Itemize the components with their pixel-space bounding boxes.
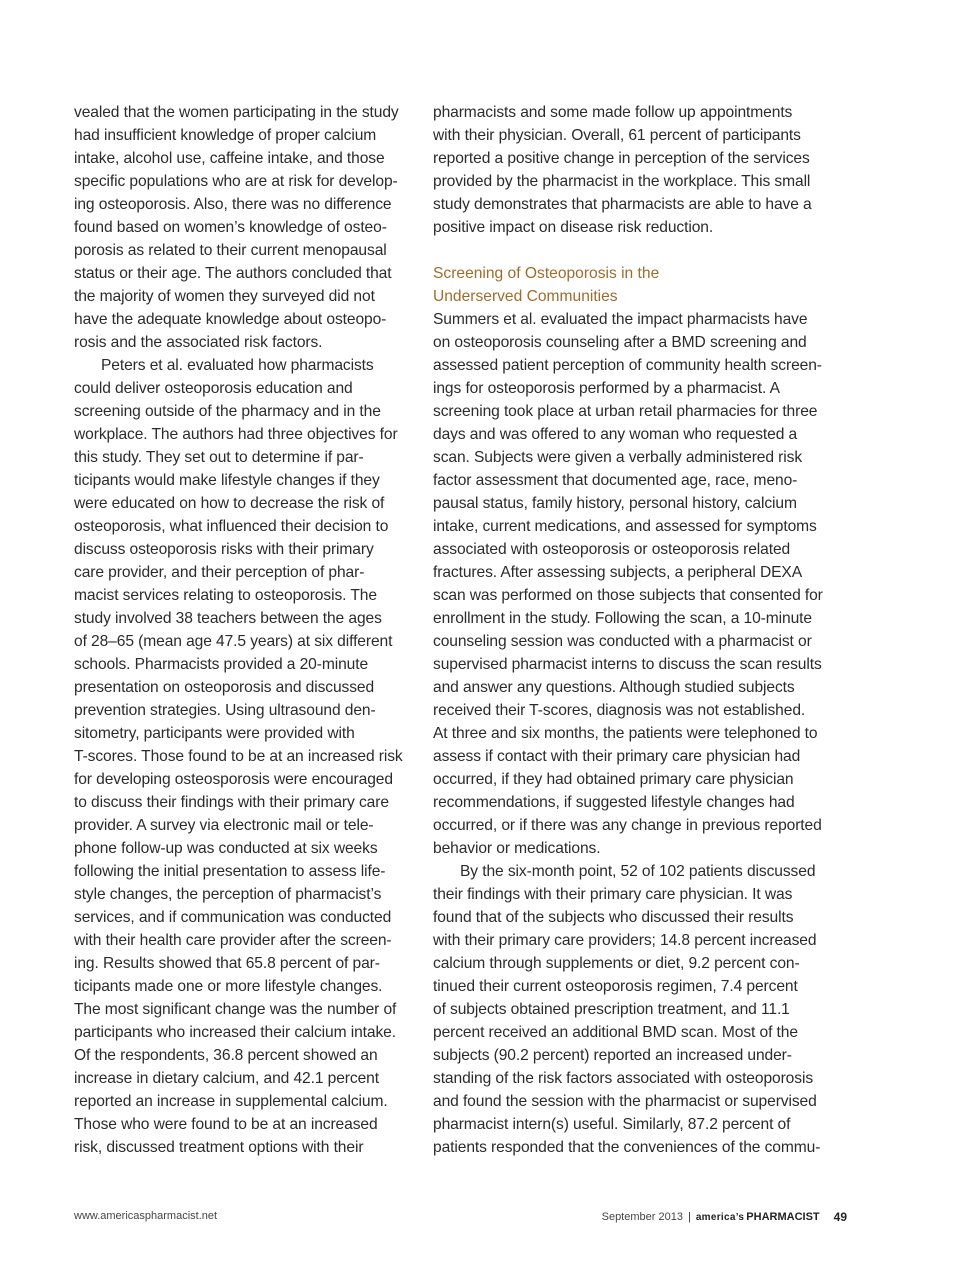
body-text-line: Peters et al. evaluated how pharmacists xyxy=(101,357,374,374)
body-text-line: ticipants would make lifestyle changes if they xyxy=(74,472,380,489)
body-text-line: occurred, if they had obtained primary care physician xyxy=(433,771,794,788)
section-heading-line-1: Screening of Osteoporosis in the xyxy=(433,265,660,282)
body-text-line: supervised pharmacist interns to discuss the scan results xyxy=(433,656,822,673)
body-text-line: this study. They set out to determine if par- xyxy=(74,449,364,466)
body-text-line: standing of the risk factors associated with osteoporosis xyxy=(433,1070,814,1087)
body-text-line: macist services relating to osteoporosis. The xyxy=(74,587,377,604)
body-text-line: associated with osteoporosis or osteoporosis related xyxy=(433,541,791,558)
body-text-line: intake, alcohol use, caffeine intake, and those xyxy=(74,150,385,167)
body-text-line: Summers et al. evaluated the impact pharmacists have xyxy=(433,311,808,328)
right-column-body xyxy=(433,308,843,1159)
body-text-line: fractures. After assessing subjects, a peripheral DEXA xyxy=(433,564,803,581)
body-text-line: study involved 38 teachers between the ages xyxy=(74,610,382,627)
page-number: 49 xyxy=(833,1210,847,1224)
body-text-line: care provider, and their perception of phar- xyxy=(74,564,365,581)
body-text-line: counseling session was conducted with a pharmacist or xyxy=(433,633,812,650)
body-text-line: days and was offered to any woman who requested a xyxy=(433,426,798,443)
body-text-line: have the adequate knowledge about osteopo- xyxy=(74,311,387,328)
right-column-intro xyxy=(433,101,843,239)
body-text-line: and answer any questions. Although studied subjects xyxy=(433,679,795,696)
body-text-line: tinued their current osteoporosis regimen, 7.4 percent xyxy=(433,978,798,995)
body-text-line: pharmacist intern(s) useful. Similarly, 87.2 percent of xyxy=(433,1116,791,1133)
brand-name-small: america’s xyxy=(695,1211,745,1223)
footer-date: September 2013 xyxy=(601,1211,683,1223)
body-text-line: intake, current medications, and assessed for symptoms xyxy=(433,518,817,535)
body-text-line: sitometry, participants were provided with xyxy=(74,725,355,742)
body-text-line: Of the respondents, 36.8 percent showed an xyxy=(74,1047,378,1064)
body-text-line: the majority of women they surveyed did not xyxy=(74,288,375,305)
body-text-line: workplace. The authors had three objectives for xyxy=(74,426,398,443)
body-text-line: At three and six months, the patients were telephoned to xyxy=(433,725,818,742)
body-text-line: screening took place at urban retail pharmacies for three xyxy=(433,403,818,420)
body-text-line: pausal status, family history, personal history, calcium xyxy=(433,495,797,512)
body-text-line: calcium through supplements or diet, 9.2 percent con- xyxy=(433,955,800,972)
body-text-line: of subjects obtained prescription treatment, and 11.1 xyxy=(433,1001,790,1018)
section-heading-line-2: Underserved Communities xyxy=(433,288,618,305)
body-text-line: scan. Subjects were given a verbally administered risk xyxy=(433,449,803,466)
right-column xyxy=(433,101,843,1159)
body-text-line: were educated on how to decrease the risk of xyxy=(74,495,385,512)
body-text-line: positive impact on disease risk reduction. xyxy=(433,219,714,236)
body-text-line: provided by the pharmacist in the workplace. This small xyxy=(433,173,811,190)
body-text-line: on osteoporosis counseling after a BMD screening and xyxy=(433,334,807,351)
body-text-line: their findings with their primary care physician. It was xyxy=(433,886,793,903)
body-text-line: phone follow-up was conducted at six weeks xyxy=(74,840,378,857)
body-text-line: patients responded that the conveniences of the commu- xyxy=(433,1139,821,1156)
body-text-line: vealed that the women participating in the study xyxy=(74,104,399,121)
body-text-line: rosis and the associated risk factors. xyxy=(74,334,323,351)
footer-website: www.americaspharmacist.net xyxy=(74,1210,218,1222)
body-text-line: status or their age. The authors concluded that xyxy=(74,265,392,282)
body-text-line: and found the session with the pharmacist or supervised xyxy=(433,1093,817,1110)
body-text-line: schools. Pharmacists provided a 20-minute xyxy=(74,656,369,673)
body-text-line: recommendations, if suggested lifestyle changes had xyxy=(433,794,795,811)
body-text-line: scan was performed on those subjects that consented for xyxy=(433,587,823,604)
body-text-line: assess if contact with their primary care physician had xyxy=(433,748,801,765)
body-text-line: osteoporosis, what influenced their decision to xyxy=(74,518,389,535)
body-text-line: found based on women’s knowledge of osteo- xyxy=(74,219,387,236)
body-text-line: screening outside of the pharmacy and in the xyxy=(74,403,381,420)
body-text-line: pharmacists and some made follow up appointments xyxy=(433,104,793,121)
body-text-line: factor assessment that documented age, race, meno- xyxy=(433,472,798,489)
body-text-line: with their primary care providers; 14.8 percent increased xyxy=(433,932,817,949)
body-text-line: T-scores. Those found to be at an increased risk xyxy=(74,748,403,765)
body-text-line: enrollment in the study. Following the scan, a 10-minute xyxy=(433,610,812,627)
body-text-line: with their physician. Overall, 61 percent of participants xyxy=(433,127,801,144)
body-text-line: prevention strategies. Using ultrasound den- xyxy=(74,702,376,719)
body-text-line: assessed patient perception of community health screen- xyxy=(433,357,822,374)
body-text-line: ticipants made one or more lifestyle changes. xyxy=(74,978,383,995)
footer-masthead xyxy=(602,1210,847,1224)
body-text-line: participants who increased their calcium intake. xyxy=(74,1024,396,1041)
brand-name-large: PHARMACIST xyxy=(746,1211,820,1223)
body-text-line: style changes, the perception of pharmacist’s xyxy=(74,886,382,903)
body-text-line: reported an increase in supplemental calcium. xyxy=(74,1093,388,1110)
body-text-line: study demonstrates that pharmacists are able to have a xyxy=(433,196,812,213)
body-text-line: occurred, or if there was any change in previous reported xyxy=(433,817,822,834)
body-text-line: ing. Results showed that 65.8 percent of par- xyxy=(74,955,380,972)
body-text-line: for developing osteosporosis were encouraged xyxy=(74,771,393,788)
body-text-line: received their T-scores, diagnosis was not established. xyxy=(433,702,806,719)
body-text-line: increase in dietary calcium, and 42.1 percent xyxy=(74,1070,379,1087)
footer-separator: | xyxy=(687,1211,691,1223)
body-text-line: reported a positive change in perception of the services xyxy=(433,150,810,167)
body-text-line: ings for osteoporosis performed by a pharmacist. A xyxy=(433,380,780,397)
body-text-line: ing osteoporosis. Also, there was no difference xyxy=(74,196,392,213)
body-text-line: Those who were found to be at an increased xyxy=(74,1116,378,1133)
body-text-line: subjects (90.2 percent) reported an increased under- xyxy=(433,1047,792,1064)
body-text-line: had insufficient knowledge of proper calcium xyxy=(74,127,377,144)
body-text-line: behavior or medications. xyxy=(433,840,601,857)
body-text-line: The most significant change was the number of xyxy=(74,1001,397,1018)
body-text-line: discuss osteoporosis risks with their primary xyxy=(74,541,374,558)
body-text-line: specific populations who are at risk for develop- xyxy=(74,173,398,190)
body-text-line: provider. A survey via electronic mail or tele- xyxy=(74,817,374,834)
body-text-line: to discuss their findings with their primary care xyxy=(74,794,389,811)
body-text-line: By the six-month point, 52 of 102 patients discussed xyxy=(460,863,816,880)
body-text-line: found that of the subjects who discussed their results xyxy=(433,909,794,926)
body-text-line: porosis as related to their current menopausal xyxy=(74,242,387,259)
left-column xyxy=(74,101,419,1159)
body-text-line: of 28–65 (mean age 47.5 years) at six different xyxy=(74,633,393,650)
body-text-line: percent received an additional BMD scan. Most of the xyxy=(433,1024,798,1041)
body-text-line: risk, discussed treatment options with their xyxy=(74,1139,364,1156)
body-text-line: with their health care provider after the screen- xyxy=(74,932,392,949)
body-text-line: could deliver osteoporosis education and xyxy=(74,380,353,397)
body-text-line: following the initial presentation to assess life- xyxy=(74,863,386,880)
body-text-line: presentation on osteoporosis and discussed xyxy=(74,679,375,696)
body-text-line: services, and if communication was conducted xyxy=(74,909,392,926)
